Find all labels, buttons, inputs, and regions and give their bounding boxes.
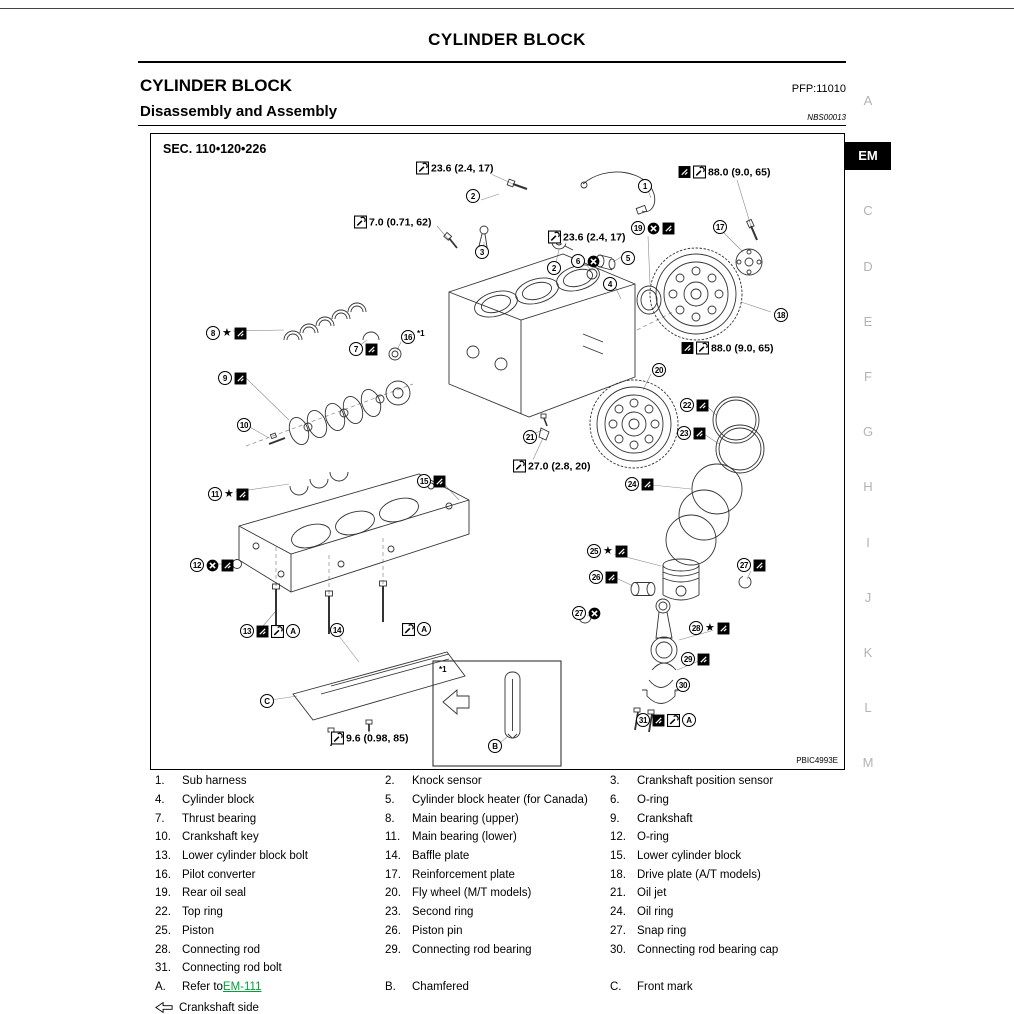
part-number: 25.: [155, 924, 171, 937]
torque-value: 7.0 (0.71, 62): [369, 216, 432, 228]
side-tab-j: J: [864, 589, 872, 605]
callout-cluster: [417, 474, 446, 488]
part-name: Piston: [182, 924, 214, 937]
callout-23: 23: [677, 426, 691, 440]
part-name: Rear oil seal: [182, 887, 246, 900]
part-name: Front mark: [637, 980, 693, 993]
non-reusable-part-icon: [587, 255, 600, 268]
part-name: Connecting rod: [182, 943, 260, 956]
parts-list-cell: [610, 944, 860, 956]
callout-31: 31: [636, 713, 650, 727]
part-name: Knock sensor: [412, 775, 482, 788]
part-number: 22.: [155, 906, 171, 919]
parts-list-cell: [385, 831, 610, 843]
torque-wrench-icon: [696, 342, 709, 355]
side-tab-m: M: [862, 755, 874, 771]
service-icon: [234, 327, 247, 340]
part-number: 9.: [610, 812, 620, 825]
callout-cluster: [190, 558, 234, 572]
parts-list-row: [155, 828, 860, 847]
non-reusable-part-icon: [206, 559, 219, 572]
parts-list-row: [155, 791, 860, 810]
callout-cluster: [439, 666, 447, 674]
part-name: Lower cylinder block: [637, 850, 742, 863]
service-icon: [605, 571, 618, 584]
callout-11: 11: [208, 487, 222, 501]
parts-list-cell: [385, 813, 610, 825]
torque-wrench-icon: [416, 162, 429, 175]
torque-wrench-icon: [548, 231, 561, 244]
subsection-heading: Disassembly and Assembly: [140, 103, 338, 120]
part-number: 8.: [385, 812, 395, 825]
torque-label: [680, 342, 774, 355]
figure-code: PBIC4993E: [796, 756, 838, 765]
parts-list-cell: [385, 981, 610, 993]
part-name: O-ring: [637, 794, 669, 807]
figure: [150, 133, 845, 770]
torque-wrench-icon: [271, 625, 284, 638]
side-tab-a: A: [863, 93, 873, 108]
crankshaft-side-arrow-icon: [155, 1001, 173, 1014]
callout-cluster: [260, 694, 274, 708]
part-name: Reinforcement plate: [412, 868, 515, 881]
parts-list-cell: [610, 775, 860, 787]
side-tab-l: L: [864, 700, 872, 716]
sec-label: SEC. 110•120•226: [163, 142, 267, 156]
callout-cluster: [547, 261, 561, 275]
torque-value: 88.0 (9.0, 65): [708, 166, 771, 178]
service-icon: [696, 399, 709, 412]
part-number: 14.: [385, 850, 401, 863]
selective-fit-star-icon: ★: [222, 326, 232, 339]
service-point-icon: [681, 342, 694, 355]
torque-value: 88.0 (9.0, 65): [711, 342, 774, 354]
callout-letter-a: A: [417, 622, 431, 636]
selective-fit-star-icon: ★: [224, 487, 234, 500]
part-name: Oil ring: [637, 906, 674, 919]
callout-16: 16: [401, 330, 415, 344]
callout-27: 27: [572, 606, 586, 620]
callout-30: 30: [676, 678, 690, 692]
figure-overlay: [151, 134, 846, 771]
torque-value: 23.6 (2.4, 17): [563, 231, 626, 243]
part-name: Refer to: [182, 980, 223, 993]
callout-4: 4: [603, 277, 617, 291]
callout-cluster: [677, 426, 706, 440]
parts-list-cell: [610, 869, 860, 881]
pfp-code: PFP:11010: [791, 83, 846, 95]
torque-label: [353, 216, 432, 229]
service-icon: [234, 372, 247, 385]
subsection-rule: [138, 125, 846, 126]
parts-list-cell: [155, 850, 385, 862]
part-number: 27.: [610, 924, 626, 937]
callout-17: 17: [713, 220, 727, 234]
callout-cluster: [349, 342, 378, 356]
part-name: Connecting rod bolt: [182, 962, 282, 975]
part-number: 28.: [155, 943, 171, 956]
parts-list-cell: [155, 944, 385, 956]
part-name: Fly wheel (M/T models): [412, 887, 532, 900]
callout-cluster: [621, 251, 635, 265]
callout-cluster: [713, 220, 727, 234]
callout-18: 18: [774, 308, 788, 322]
part-number: C.: [610, 980, 622, 993]
callout-cluster: [681, 652, 710, 666]
callout-21: 21: [523, 430, 537, 444]
parts-list-cell: [385, 906, 610, 918]
service-icon: [717, 622, 730, 635]
footnote-marker: *1: [439, 665, 447, 674]
part-name: Top ring: [182, 906, 223, 919]
parts-list-cell: [610, 831, 860, 843]
part-name: Drive plate (A/T models): [637, 868, 761, 881]
part-name: Cylinder block: [182, 794, 255, 807]
parts-list-cell: [155, 906, 385, 918]
parts-list-cell: [155, 869, 385, 881]
callout-cluster: [587, 544, 628, 558]
callout-letter-c: C: [260, 694, 274, 708]
callout-cluster: [636, 713, 696, 727]
header-rule: [138, 61, 846, 63]
callout-2: 2: [547, 261, 561, 275]
service-icon: [697, 653, 710, 666]
part-number: 21.: [610, 887, 626, 900]
service-point-icon: [678, 166, 691, 179]
selective-fit-star-icon: ★: [705, 621, 715, 634]
callout-cluster: [240, 624, 300, 638]
callout-cluster: [466, 189, 480, 203]
parts-list-cell: [155, 981, 385, 993]
parts-list-row: [155, 847, 860, 866]
part-name: O-ring: [637, 831, 669, 844]
callout-cluster: [206, 326, 247, 340]
callout-cluster: [631, 221, 675, 235]
torque-label: [512, 460, 591, 473]
part-number: 24.: [610, 906, 626, 919]
callout-letter-b: B: [488, 739, 502, 753]
footnote-marker: *1: [417, 329, 425, 338]
part-number: B.: [385, 980, 396, 993]
part-number: 1.: [155, 775, 165, 788]
parts-list-row: [155, 884, 860, 903]
callout-cluster: [589, 570, 618, 584]
side-tab-d: D: [863, 258, 873, 274]
part-name: Cylinder block heater (for Canada): [412, 794, 588, 807]
top-title: CYLINDER BLOCK: [428, 30, 586, 49]
parts-list: [155, 772, 860, 996]
torque-label: [415, 162, 494, 175]
callout-28: 28: [689, 621, 703, 635]
side-tab-k: K: [863, 645, 873, 660]
part-number: A.: [155, 980, 166, 993]
callout-27: 27: [737, 558, 751, 572]
non-reusable-part-icon: [588, 607, 601, 620]
callout-cluster: [680, 398, 709, 412]
service-icon: [652, 714, 665, 727]
torque-wrench-icon: [354, 216, 367, 229]
callout-cluster: [676, 678, 690, 692]
part-number: 15.: [610, 850, 626, 863]
parts-list-cell: [610, 813, 860, 825]
parts-list-row: [155, 903, 860, 922]
callout-cluster: [652, 363, 666, 377]
parts-list-cell: [610, 887, 860, 899]
part-name: Snap ring: [637, 924, 687, 937]
part-number: 29.: [385, 943, 401, 956]
callout-cluster: [571, 254, 600, 268]
side-tab-g: G: [862, 424, 874, 440]
parts-list-row: [155, 959, 860, 978]
side-tab-i: I: [866, 534, 870, 550]
torque-value: 27.0 (2.8, 20): [528, 460, 591, 472]
torque-wrench-icon: [402, 623, 415, 636]
parts-list-cell: [610, 981, 860, 993]
parts-list-row: [155, 978, 860, 997]
parts-list-cell: [610, 794, 860, 806]
part-name: Pilot converter: [182, 868, 256, 881]
part-name: Crankshaft position sensor: [637, 775, 774, 788]
parts-list-cell: [385, 944, 610, 956]
part-number: 30.: [610, 943, 626, 956]
service-icon: [256, 625, 269, 638]
callout-8: 8: [206, 326, 220, 340]
part-number: 16.: [155, 868, 171, 881]
service-icon: [693, 427, 706, 440]
service-icon: [365, 343, 378, 356]
parts-list-cell: [155, 775, 385, 787]
part-number: 7.: [155, 812, 165, 825]
callout-14: 14: [330, 623, 344, 637]
part-name: Crankshaft key: [182, 831, 259, 844]
parts-list-row: [155, 772, 860, 791]
part-name: Connecting rod bearing: [412, 943, 532, 956]
callout-cluster: [401, 330, 425, 344]
service-icon: [615, 545, 628, 558]
callout-cluster: [689, 621, 730, 635]
callout-26: 26: [589, 570, 603, 584]
part-number: 3.: [610, 775, 620, 788]
parts-list-cell: [385, 887, 610, 899]
part-number: 17.: [385, 868, 401, 881]
em-111-link[interactable]: EM-111: [222, 980, 262, 993]
side-tab-h: H: [863, 479, 873, 495]
torque-wrench-icon: [693, 166, 706, 179]
part-number: 19.: [155, 887, 171, 900]
parts-list-cell: [610, 906, 860, 918]
callout-3: 3: [475, 245, 489, 259]
parts-list-cell: [155, 962, 385, 974]
parts-list-row: [155, 865, 860, 884]
part-number: 12.: [610, 831, 626, 844]
service-icon: [236, 488, 249, 501]
callout-letter-a: A: [286, 624, 300, 638]
callout-cluster: [625, 477, 654, 491]
callout-2: 2: [466, 189, 480, 203]
selective-fit-star-icon: ★: [603, 544, 613, 557]
part-number: 6.: [610, 794, 620, 807]
part-name: Baffle plate: [412, 850, 470, 863]
side-tab-c: C: [863, 203, 873, 219]
section-heading: CYLINDER BLOCK: [140, 76, 293, 95]
callout-cluster: [737, 558, 766, 572]
parts-list-cell: [385, 925, 610, 937]
part-number: 5.: [385, 794, 395, 807]
callout-cluster: [237, 418, 251, 432]
callout-cluster: [572, 606, 601, 620]
part-number: 11.: [385, 831, 401, 844]
callout-6: 6: [571, 254, 585, 268]
doc-code: NBS00013: [807, 113, 846, 122]
part-name: Sub harness: [182, 775, 247, 788]
torque-label: [330, 732, 409, 745]
part-name: Crankshaft: [637, 812, 693, 825]
callout-5: 5: [621, 251, 635, 265]
service-icon: [753, 559, 766, 572]
parts-list-cell: [385, 869, 610, 881]
parts-list-row: [155, 922, 860, 941]
callout-cluster: [475, 245, 489, 259]
callout-10: 10: [237, 418, 251, 432]
callout-cluster: [218, 371, 247, 385]
service-icon: [433, 475, 446, 488]
parts-list-cell: [155, 887, 385, 899]
callout-cluster: [774, 308, 788, 322]
part-name: Lower cylinder block bolt: [182, 850, 308, 863]
part-number: 23.: [385, 906, 401, 919]
callout-cluster: [330, 623, 344, 637]
parts-list-cell: [610, 850, 860, 862]
parts-list-row: [155, 809, 860, 828]
part-name: Second ring: [412, 906, 474, 919]
part-name: Main bearing (lower): [412, 831, 517, 844]
part-number: 18.: [610, 868, 626, 881]
part-name: Connecting rod bearing cap: [637, 943, 779, 956]
callout-7: 7: [349, 342, 363, 356]
callout-cluster: [488, 739, 502, 753]
parts-list-cell: [610, 925, 860, 937]
service-icon: [221, 559, 234, 572]
part-number: 2.: [385, 775, 395, 788]
service-icon: [641, 478, 654, 491]
part-name: Piston pin: [412, 924, 463, 937]
parts-list-cell: [155, 794, 385, 806]
part-number: 13.: [155, 850, 171, 863]
callout-24: 24: [625, 477, 639, 491]
side-tab-em: EM: [845, 142, 891, 170]
service-icon: [662, 222, 675, 235]
parts-list-cell: [155, 813, 385, 825]
torque-label: [677, 166, 771, 179]
part-number: 31.: [155, 962, 171, 975]
part-number: 4.: [155, 794, 165, 807]
callout-12: 12: [190, 558, 204, 572]
part-number: 26.: [385, 924, 401, 937]
parts-list-cell: [385, 775, 610, 787]
callout-19: 19: [631, 221, 645, 235]
part-name: Main bearing (upper): [412, 812, 519, 825]
callout-25: 25: [587, 544, 601, 558]
part-name: Oil jet: [637, 887, 667, 900]
callout-29: 29: [681, 652, 695, 666]
parts-list-cell: [385, 850, 610, 862]
torque-wrench-icon: [331, 732, 344, 745]
side-tab-e: E: [863, 313, 873, 329]
callout-9: 9: [218, 371, 232, 385]
part-number: 10.: [155, 831, 171, 844]
callout-cluster: [523, 430, 537, 444]
crankshaft-side-note: [155, 998, 860, 1014]
torque-value: 9.6 (0.98, 85): [346, 732, 409, 744]
side-tab-f: F: [864, 369, 872, 384]
part-name: Thrust bearing: [182, 812, 257, 825]
callout-1: 1: [638, 179, 652, 193]
torque-wrench-icon: [513, 460, 526, 473]
callout-22: 22: [680, 398, 694, 412]
torque-wrench-icon: [667, 714, 680, 727]
callout-13: 13: [240, 624, 254, 638]
parts-list-cell: [155, 925, 385, 937]
parts-list-cell: [385, 794, 610, 806]
part-number: 20.: [385, 887, 401, 900]
callout-letter-a: A: [682, 713, 696, 727]
non-reusable-part-icon: [647, 222, 660, 235]
callout-cluster: [208, 487, 249, 501]
part-name: Chamfered: [412, 980, 469, 993]
parts-list-row: [155, 940, 860, 959]
callout-20: 20: [652, 363, 666, 377]
torque-label: [547, 231, 626, 244]
callout-cluster: [638, 179, 652, 193]
callout-15: 15: [417, 474, 431, 488]
parts-list-cell: [155, 831, 385, 843]
callout-cluster: [603, 277, 617, 291]
crankshaft-side-label: Crankshaft side: [179, 1001, 259, 1014]
torque-value: 23.6 (2.4, 17): [431, 162, 494, 174]
callout-cluster: [402, 622, 431, 636]
